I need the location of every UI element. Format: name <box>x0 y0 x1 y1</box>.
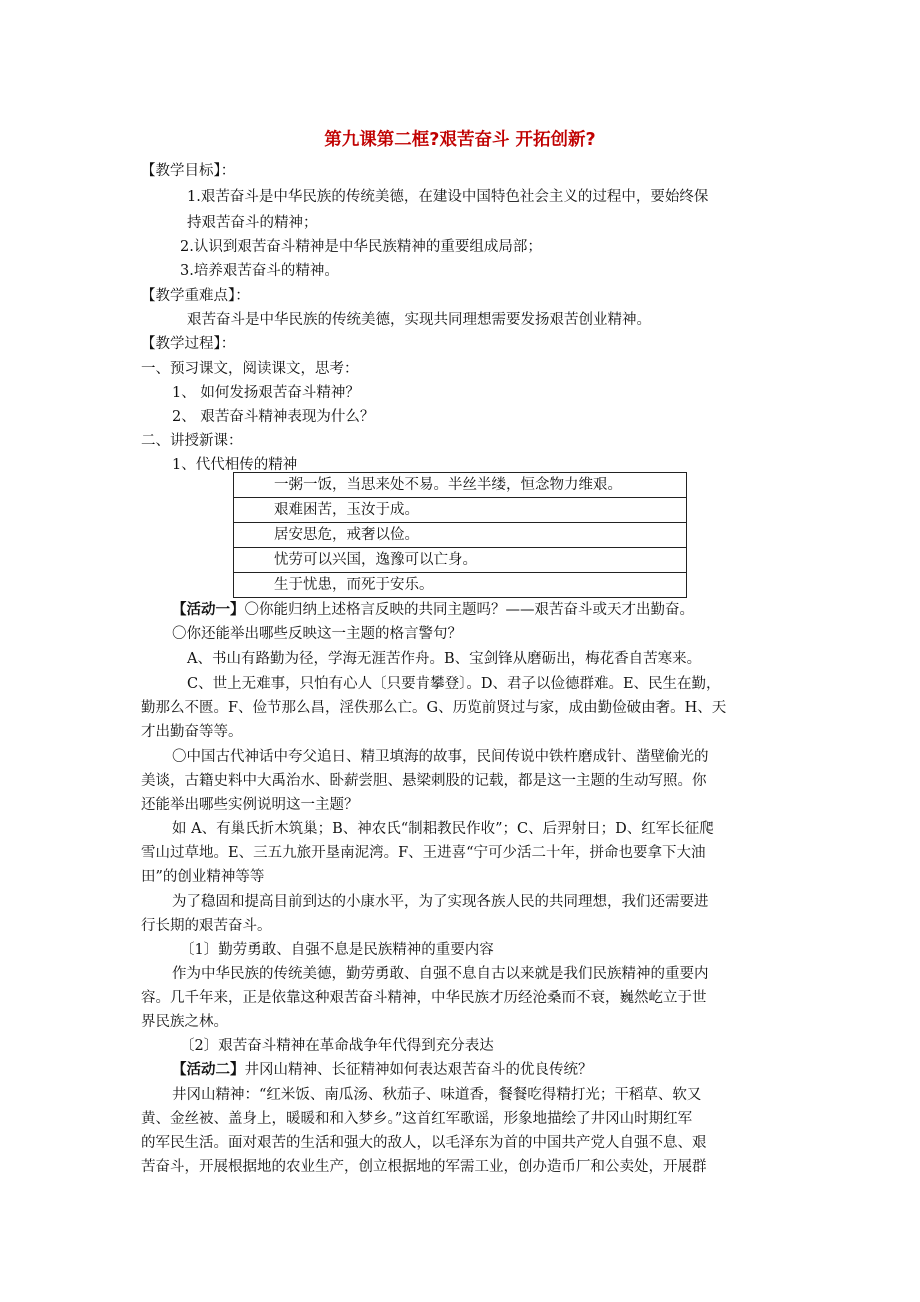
paragraph-line: A、书山有路勤为径，学海无涯苦作舟。B、宝剑锋从磨砺出，梅花香自苦寒来。 <box>187 651 702 667</box>
keypoints-text: 艰苦奋斗是中华民族的传统美德，实现共同理想需要发扬艰苦创业精神。 <box>187 312 651 328</box>
goal-item: 1.艰苦奋斗是中华民族的传统美德，在建设中国特色社会主义的过程中，要始终保 <box>187 189 709 205</box>
goal-item: 持艰苦奋斗的精神； <box>187 215 318 231</box>
paragraph-line: 美谈，古籍史料中大禹治水、卧薪尝胆、悬梁刺股的记载，都是这一主题的生动写照。你 <box>141 773 707 789</box>
paragraph-line: 苦奋斗，开展根据地的农业生产，创立根据地的军需工业，创办造币厂和公卖处，开展群 <box>141 1159 707 1175</box>
paragraph-line: 井冈山精神：“红米饭、南瓜汤、秋茄子、味道香，餐餐吃得精打光；干稻草、软又 <box>172 1087 702 1103</box>
goal-item: 2.认识到艰苦奋斗精神是中华民族精神的重要组成局部； <box>180 239 542 255</box>
table-row <box>234 573 687 598</box>
keypoints-heading: 【教学重难点】： <box>141 288 250 304</box>
paragraph-line: C、世上无难事，只怕有心人〔只要肯攀登〕。D、君子以俭德群难。E、民生在勤， <box>187 676 721 692</box>
paragraph-line: 行长期的艰苦奋斗。 <box>141 918 272 934</box>
table-row <box>234 523 687 548</box>
goals-heading: 【教学目标】： <box>141 163 236 179</box>
subsection-heading: 1、代代相传的精神 <box>172 457 298 473</box>
maxim-cell: 艰难困苦，玉汝于成。 <box>234 498 687 523</box>
activity1-text: 〇你能归纳上述格言反映的共同主题吗？——艰苦奋斗或天才出勤奋。 <box>244 602 694 618</box>
paragraph-line: 勤那么不匮。F、俭节那么昌，淫佚那么亡。G、历览前贤过与家，成由勤俭破由奢。H、天 <box>141 700 727 716</box>
section-heading: 一、预习课文，阅读课文，思考： <box>141 361 359 377</box>
maxim-cell: 忧劳可以兴国，逸豫可以亡身。 <box>234 548 687 573</box>
maxim-cell: 生于忧患，而死于安乐。 <box>234 573 687 598</box>
paragraph-line: 容。几千年来，正是依靠这种艰苦奋斗精神，中华民族才历经沧桑而不衰，巍然屹立于世 <box>141 990 707 1006</box>
activity2-label: 【活动二】 <box>172 1061 245 1078</box>
process-heading: 【教学过程】： <box>141 336 236 352</box>
activity2-text: 井冈山精神、长征精神如何表达艰苦奋斗的优良传统？ <box>244 1062 593 1078</box>
maxim-cell: 居安思危，戒奢以俭。 <box>234 523 687 548</box>
paragraph-line: 作为中华民族的传统美德，勤劳勇敢、自强不息自古以来就是我们民族精神的重要内 <box>172 966 709 982</box>
paragraph-line: 田”的创业精神等等 <box>141 869 265 885</box>
paragraph-line: 雪山过草地。E、三五九旅开垦南泥湾。F、王进喜“宁可少活二十年，拼命也要拿下大油 <box>141 845 706 861</box>
paragraph-line: 还能举出哪些实例说明这一主题？ <box>141 797 359 813</box>
table-row <box>234 498 687 523</box>
maxim-cell: 一粥一饭，当思来处不易。半丝半缕，恒念物力维艰。 <box>234 473 687 498</box>
section-heading: 二、讲授新课： <box>141 433 243 449</box>
activity1-label: 【活动一】 <box>172 601 245 618</box>
paragraph-line: 〇你还能举出哪些反映这一主题的格言警句？ <box>172 626 462 642</box>
activity1-question <box>172 599 694 621</box>
paragraph-line: 为了稳固和提高目前到达的小康水平，为了实现各族人民的共同理想，我们还需要进 <box>172 894 709 910</box>
paragraph-line: 如 A、有巢氏折木筑巢；B、神农氏“制耜教民作收”；C、后羿射日；D、红军长征爬 <box>172 821 714 837</box>
paragraph-line: 黄、金丝被、盖身上，暖暖和和入梦乡。”这首红军歌谣，形象地描绘了井冈山时期红军 <box>141 1111 693 1127</box>
paragraph-line: 界民族之林。 <box>141 1014 228 1030</box>
document-title: 第九课第二框?艰苦奋斗 开拓创新? <box>324 130 596 150</box>
goal-item: 3.培养艰苦奋斗的精神。 <box>180 263 339 279</box>
part2-heading: 〔2〕艰苦奋斗精神在革命战争年代得到充分表达 <box>180 1038 494 1054</box>
activity2-question <box>172 1059 593 1081</box>
maxims-table <box>233 472 687 598</box>
part1-heading: 〔1〕勤劳勇敢、自强不息是民族精神的重要内容 <box>180 942 494 958</box>
table-row <box>234 473 687 498</box>
paragraph-line: 的军民生活。面对艰苦的生活和强大的敌人，以毛泽东为首的中国共产党人自强不息、艰 <box>141 1135 707 1151</box>
paragraph-line: 才出勤奋等等。 <box>141 724 243 740</box>
paragraph-line: 〇中国古代神话中夸父追日、精卫填海的故事，民间传说中铁杵磨成针、凿壁偷光的 <box>172 749 709 765</box>
table-row <box>234 548 687 573</box>
question-item: 1、 如何发扬艰苦奋斗精神？ <box>172 385 360 401</box>
question-item: 2、 艰苦奋斗精神表现为什么？ <box>172 409 375 425</box>
